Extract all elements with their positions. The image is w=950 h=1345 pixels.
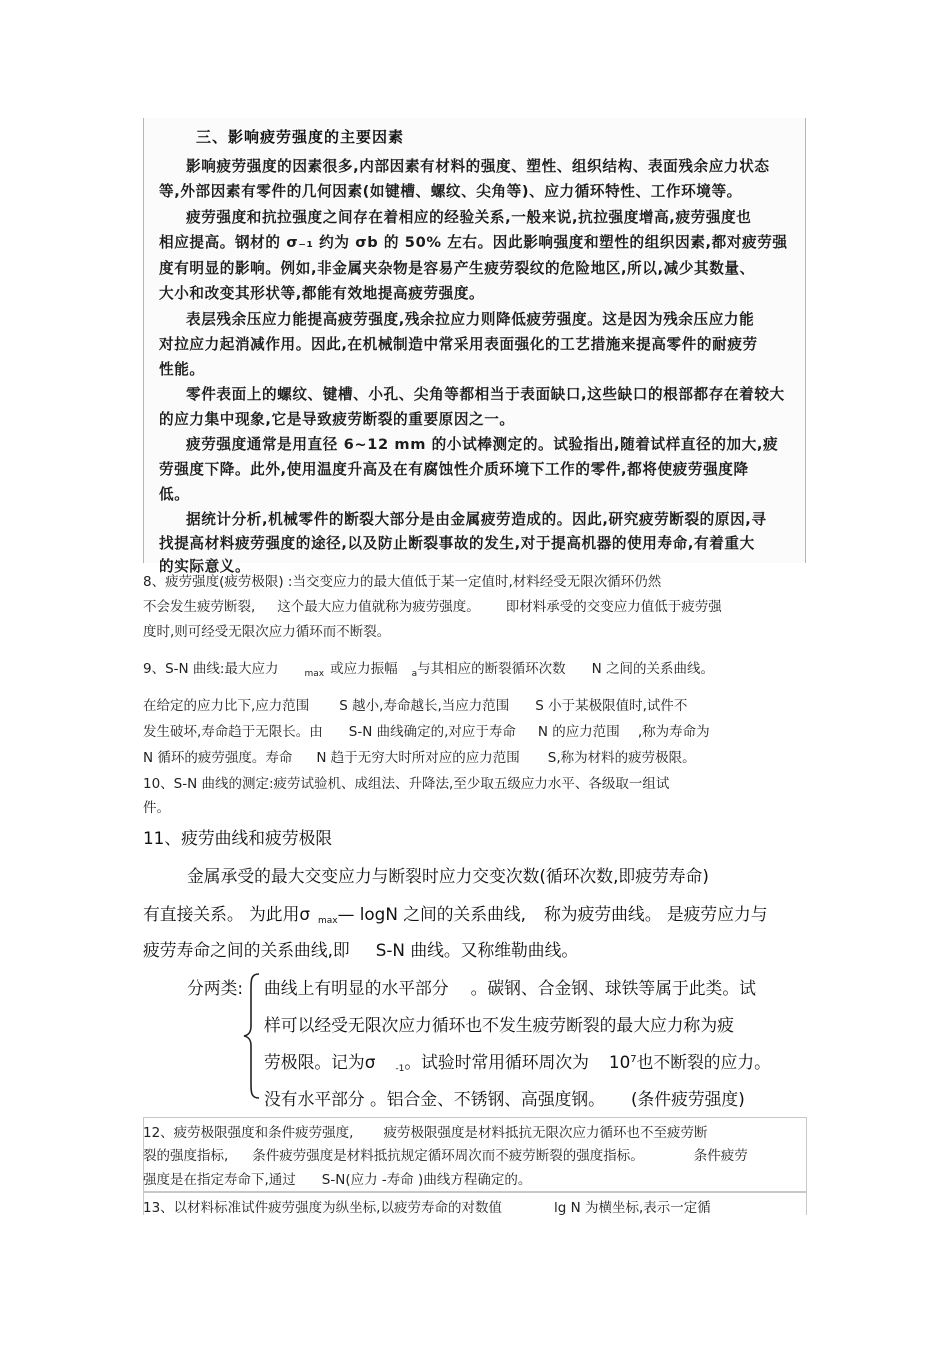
scan-line: 表层残余压应力能提高疲劳强度,残余拉应力则降低疲劳强度。这是因为残余压应力能 bbox=[186, 311, 755, 328]
scan-line: 大小和改变其形状等,都能有效地提高疲劳强度。 bbox=[159, 285, 485, 302]
scan-line: 对拉应力起消减作用。因此,在机械制造中常采用表面强化的工艺措施来提高零件的耐疲劳 bbox=[159, 336, 758, 353]
scan-line: 疲劳强度通常是用直径 6~12 mm 的小试棒测定的。试验指出,随着试样直径的加大,疲 bbox=[186, 436, 779, 453]
scan-line: 零件表面上的螺纹、键槽、小孔、尖角等都相当于表面缺口,这些缺口的根部都存在着较大 bbox=[186, 386, 785, 403]
category-line-3: 劳极限。记为σ $_{-1}$。试验时常用循环周次为 $10^7$也不断裂的应力。 bbox=[264, 1052, 771, 1074]
scan-line: 性能。 bbox=[159, 361, 205, 378]
p9-line-1: 9、S-N 曲线:最大应力 $_{max}$ 或应力振幅 $_a$与其相应的断裂循环次数 N 之间的关系曲线。 bbox=[143, 661, 714, 679]
scan-line: 的实际意义。 bbox=[159, 558, 251, 575]
scan-line: 的应力集中现象,它是导致疲劳断裂的重要原因之一。 bbox=[159, 411, 515, 428]
p11-line-1: 金属承受的最大交变应力与断裂时应力交变次数(循环次数,即疲劳寿命) bbox=[187, 866, 709, 886]
p12-line-3: 强度是在指定寿命下,通过 S-N(应力 -寿命 )曲线方程确定的。 bbox=[143, 1172, 532, 1188]
p8-line-1: 8、疲劳强度(疲劳极限) :当交变应力的最大值低于某一定值时,材料经受无限次循环仍然 bbox=[143, 574, 662, 590]
scan-title: 三、影响疲劳强度的主要因素 bbox=[196, 128, 405, 146]
scan-line: 度有明显的影响。例如,非金属夹杂物是容易产生疲劳裂纹的危险地区,所以,减少其数量、 bbox=[159, 260, 755, 277]
p11-line-3: 疲劳寿命之间的关系曲线,即 S-N 曲线。又称维勒曲线。 bbox=[143, 940, 579, 960]
scan-line: 等,外部因素有零件的几何因素(如键槽、螺纹、尖角等)、应力循环特性、工作环境等。 bbox=[159, 183, 742, 200]
scan-line: 劳强度下降。此外,使用温度升高及在有腐蚀性介质环境下工作的零件,都将使疲劳强度降 bbox=[159, 461, 749, 478]
p10-line-2: 件。 bbox=[143, 800, 170, 816]
p13-line-1: 13、以材料标准试件疲劳强度为纵坐标,以疲劳寿命的对数值 lg N 为横坐标,表示一定循 bbox=[143, 1200, 711, 1216]
scanned-textbook-excerpt bbox=[143, 118, 806, 575]
p12-line-2: 裂的强度指标, 条件疲劳强度是材料抵抗规定循环周次而不疲劳断裂的强度指标。 条件疲劳 bbox=[143, 1148, 748, 1164]
p8-line-3: 度时,则可经受无限次应力循环而不断裂。 bbox=[143, 624, 391, 640]
category-line-4: 没有水平部分 。铝合金、不锈钢、高强度钢。 (条件疲劳强度) bbox=[264, 1089, 745, 1109]
p9-line-3: 发生破坏,寿命趋于无限长。由 S-N 曲线确定的,对应于寿命 N 的应力范围 ,称为寿命为 bbox=[143, 724, 710, 740]
p11-heading: 11、疲劳曲线和疲劳极限 bbox=[143, 828, 333, 848]
p8-line-2: 不会发生疲劳断裂, 这个最大应力值就称为疲劳强度。 即材料承受的交变应力值低于疲劳强 bbox=[143, 599, 722, 615]
p9-line-4: N 循环的疲劳强度。寿命 N 趋于无穷大时所对应的应力范围 S,称为材料的疲劳极限。 bbox=[143, 750, 696, 766]
scan-line: 疲劳强度和抗拉强度之间存在着相应的经验关系,一般来说,抗拉强度增高,疲劳强度也 bbox=[186, 209, 752, 226]
scan-line: 低。 bbox=[159, 486, 190, 503]
scan-line: 影响疲劳强度的因素很多,内部因素有材料的强度、塑性、组织结构、表面残余应力状态 bbox=[186, 158, 770, 175]
p11-line-2: 有直接关系。 为此用σ $_{max}$— logN 之间的关系曲线, 称为疲劳曲线。 是疲劳应力与 bbox=[143, 904, 768, 926]
curly-brace-icon bbox=[241, 972, 263, 1100]
category-line-1: 曲线上有明显的水平部分 。碳钢、合金钢、球铁等属于此类。试 bbox=[264, 978, 756, 998]
p9-line-2: 在给定的应力比下,应力范围 S 越小,寿命越长,当应力范围 S 小于某极限值时,试件不 bbox=[143, 698, 688, 714]
classify-label: 分两类: bbox=[187, 978, 243, 998]
p10-line-1: 10、S-N 曲线的测定:疲劳试验机、成组法、升降法,至少取五级应力水平、各级取一组试 bbox=[143, 776, 670, 792]
p12-line-1: 12、疲劳极限强度和条件疲劳强度, 疲劳极限强度是材料抵抗无限次应力循环也不至疲劳断 bbox=[143, 1125, 708, 1141]
scan-line: 据统计分析,机械零件的断裂大部分是由金属疲劳造成的。因此,研究疲劳断裂的原因,寻 bbox=[186, 511, 767, 528]
scan-line: 找提高材料疲劳强度的途径,以及防止断裂事故的发生,对于提高机器的使用寿命,有着重大 bbox=[159, 535, 755, 552]
category-line-2: 样可以经受无限次应力循环也不发生疲劳断裂的最大应力称为疲 bbox=[264, 1015, 734, 1035]
scan-line: 相应提高。钢材的 σ₋₁ 约为 σb 的 50% 左右。因此影响强度和塑性的组织因素,都对疲劳强 bbox=[159, 234, 788, 251]
